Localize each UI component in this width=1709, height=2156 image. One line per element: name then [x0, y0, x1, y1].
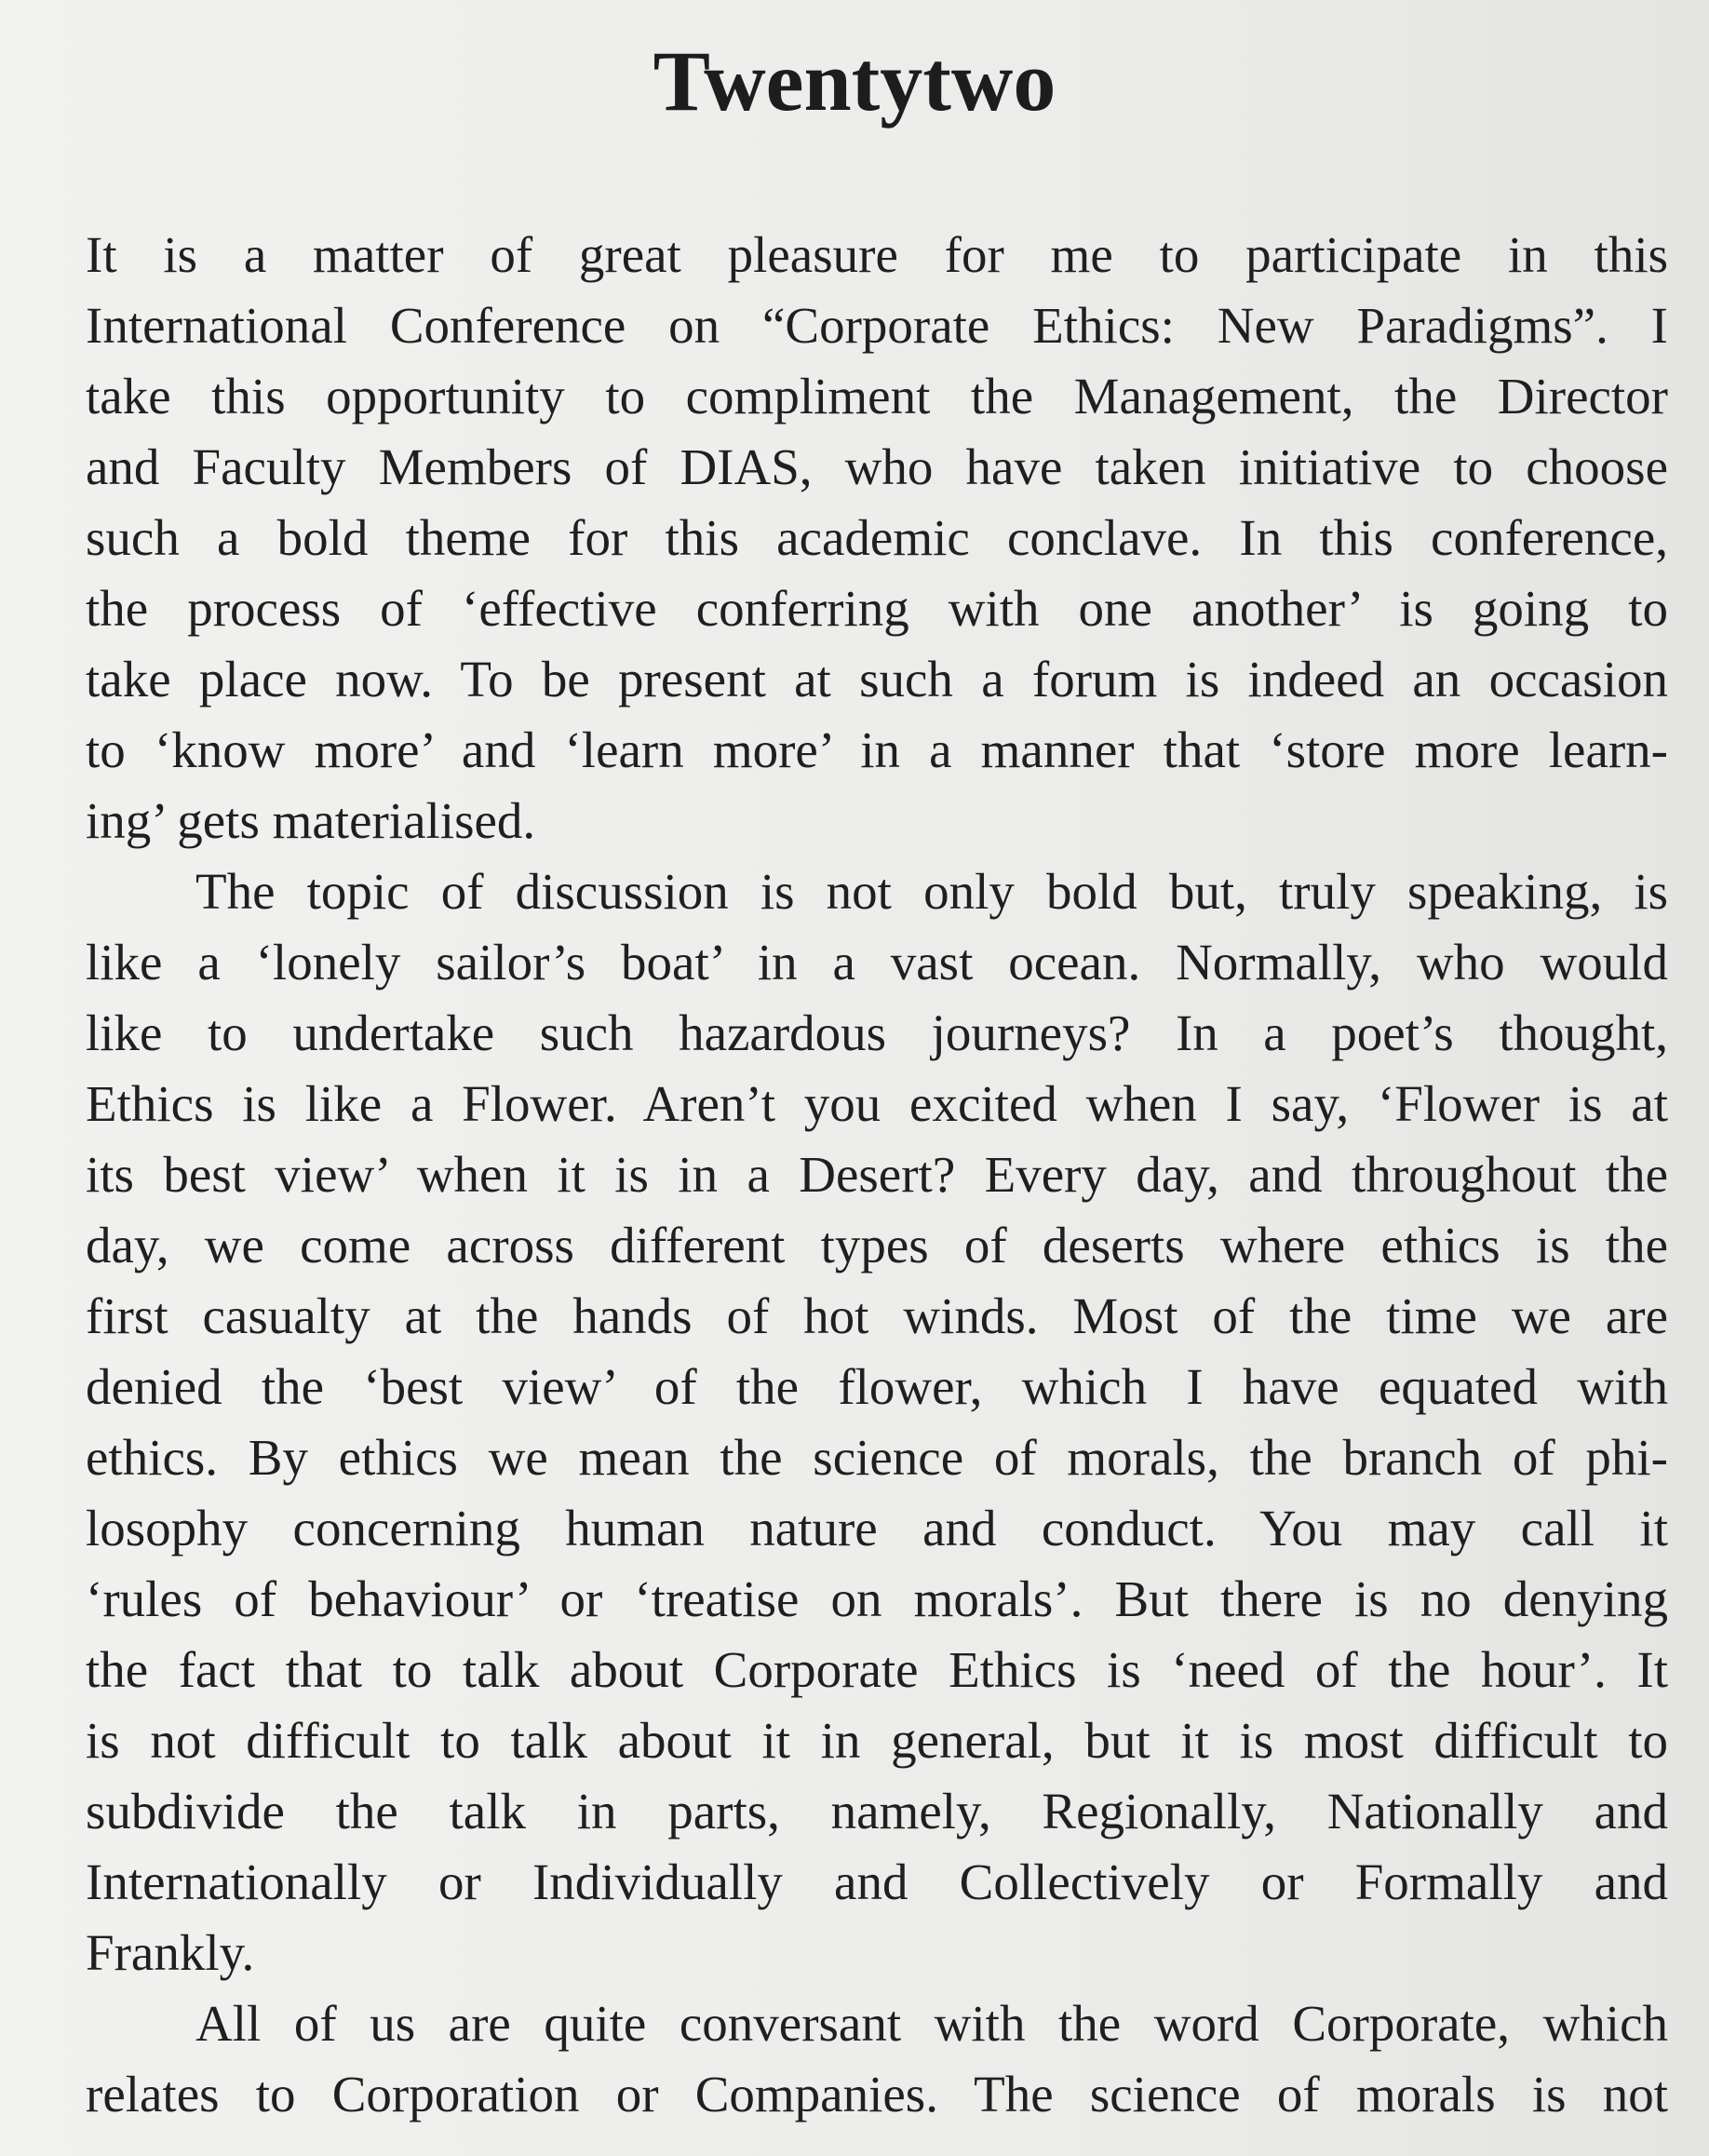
text-line: Ethics is like a Flower. Aren’t you excited when I say, ‘Flower is at: [86, 1075, 1668, 1132]
text-line: its best view’ when it is in a Desert? Every day, and throughout the: [86, 1146, 1668, 1203]
text-line: relates to Corporation or Companies. The science of morals is not: [86, 2066, 1668, 2122]
text-line: Frankly.: [86, 1924, 255, 1981]
text-line: like a ‘lonely sailor’s boat’ in a vast ocean. Normally, who would: [86, 934, 1668, 990]
text-line: ing’ gets materialised.: [86, 792, 536, 849]
text-line: first casualty at the hands of hot winds. Most of the time we are: [86, 1287, 1668, 1344]
text-line: take this opportunity to compliment the Management, the Director: [86, 368, 1668, 424]
text-line: take place now. To be present at such a forum is indeed an occasion: [86, 651, 1668, 707]
chapter-title: Twentytwo: [653, 34, 1056, 128]
text-line: losophy concerning human nature and conduct. You may call it: [86, 1500, 1668, 1556]
text-line: denied the ‘best view’ of the flower, which I have equated with: [86, 1358, 1668, 1415]
text-line: the fact that to talk about Corporate Ethics is ‘need of the hour’. It: [86, 1641, 1668, 1698]
text-line: International Conference on “Corporate Ethics: New Paradigms”. I: [86, 297, 1668, 354]
text-line: ethics. By ethics we mean the science of morals, the branch of phi-: [86, 1429, 1668, 1486]
text-line: ‘rules of behaviour’ or ‘treatise on morals’. But there is no denying: [86, 1570, 1668, 1627]
text-line: is not difficult to talk about it in general, but it is most difficult to: [86, 1712, 1668, 1769]
text-line: to ‘know more’ and ‘learn more’ in a manner that ‘store more learn-: [86, 721, 1668, 778]
paragraph: [86, 1988, 1668, 2130]
paragraph: [86, 220, 1668, 856]
text-line: All of us are quite conversant with the word Corporate, which: [195, 1995, 1668, 2052]
text-line: like to undertake such hazardous journeys? In a poet’s thought,: [86, 1004, 1668, 1061]
text-line: subdivide the talk in parts, namely, Regionally, Nationally and: [86, 1783, 1668, 1839]
text-line: It is a matter of great pleasure for me to participate in this: [86, 226, 1668, 283]
text-line: and Faculty Members of DIAS, who have taken initiative to choose: [86, 438, 1668, 495]
text-line: such a bold theme for this academic conclave. In this conference,: [86, 509, 1668, 566]
text-line: The topic of discussion is not only bold but, truly speaking, is: [195, 863, 1668, 920]
body-text: [86, 220, 1668, 2130]
text-line: day, we come across different types of deserts where ethics is the: [86, 1217, 1668, 1273]
paragraph: [86, 856, 1668, 1988]
text-line: Internationally or Individually and Collectively or Formally and: [86, 1853, 1668, 1910]
text-line: the process of ‘effective conferring with one another’ is going to: [86, 580, 1668, 637]
